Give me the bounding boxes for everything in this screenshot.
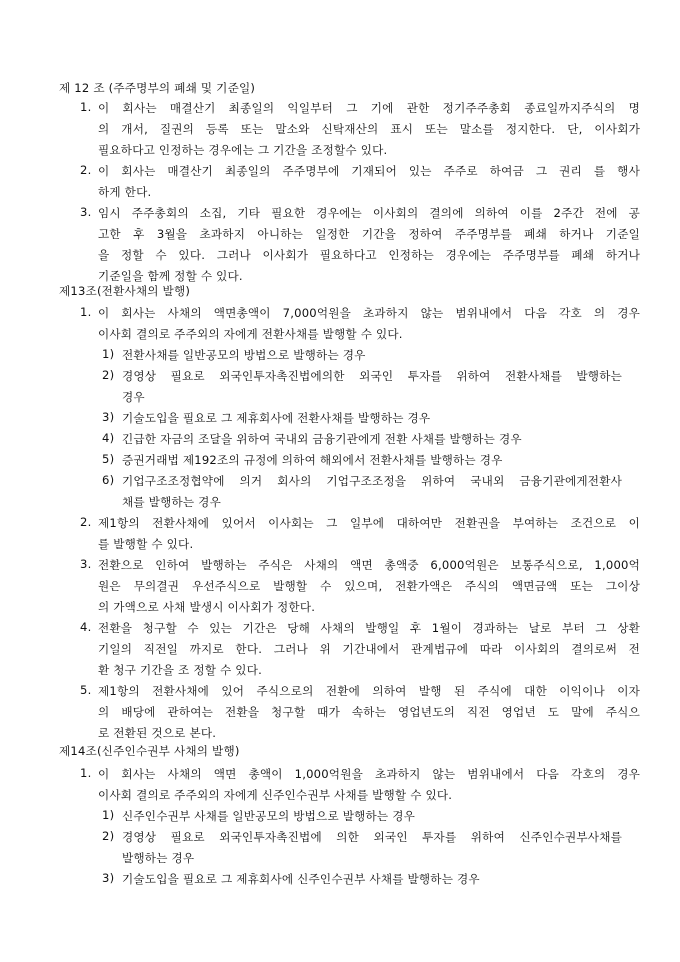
item-text-line: 기일의 직전일 까지로 한다. 그러나 위 기간내에서 관계법규에 따라 이사회의 결의로써 전 [98, 642, 640, 656]
subitem-text-line: 채를 발행하는 경우 [122, 495, 221, 509]
item-text-line: 필요하다고 인정하는 경우에는 그 기간을 조정할수 있다. [98, 143, 388, 157]
article-13-heading: 제13조(전환사채의 발행) [59, 284, 191, 298]
item-text-line: 이 회사는 매결산기 최종일의 익일부터 그 기에 관한 정기주주총회 종료일까지주식의 명 [98, 101, 640, 115]
subitem-number: 6) [102, 473, 115, 487]
item-text-line: 로 전환된 것으로 본다. [98, 726, 217, 740]
item-text-line: 이 회사는 사채의 액면 총액이 1,000억원을 초과하지 않는 범위내에서 다음 각호의 경우 [98, 767, 640, 781]
subitem-text-line: 기업구조조정협약에 의거 회사의 기업구조조정을 위하여 국내외 금융기관에게전환사 [122, 474, 622, 488]
item-text-line: 제1항의 전환사채에 있어 주식으로의 전환에 의하여 발행 된 주식에 대한 이익이나 이자 [98, 684, 640, 698]
item-text-line: 전환을 청구할 수 있는 기간은 당해 사채의 발행일 후 1월이 경과하는 날로 부터 그 상환 [98, 621, 640, 635]
item-text-line: 이사회 결의로 주주외의 자에게 신주인수권부 사채를 발행할 수 있다. [98, 788, 453, 802]
item-text-line: 의 배당에 관하여는 전환을 청구할 때가 속하는 영업년도의 직전 영업년 도 말에 주식으 [98, 705, 640, 719]
subitem-text-line: 증권거래법 제192조의 규정에 의하여 해외에서 전환사채를 발행하는 경우 [122, 453, 503, 467]
article-12-heading: 제 12 조 (주주명부의 폐쇄 및 기준일) [59, 81, 256, 95]
item-text-line: 이사회 결의로 주주외의 자에게 전환사채를 발행할 수 있다. [98, 327, 403, 341]
subitem-number: 1) [102, 347, 115, 361]
item-text-line: 을 정할 수 있다. 그러나 이사회가 필요하다고 인정하는 경우에는 주주명부를 폐쇄 하거나 [98, 248, 640, 262]
item-text-line: 이 회사는 매결산기 최종일의 주주명부에 기재되어 있는 주주로 하여금 그 권리 를 행사 [98, 164, 640, 178]
subitem-text-line: 신주인수권부 사채를 일반공모의 방법으로 발행하는 경우 [122, 809, 416, 823]
subitem-text-line: 경영상 필요로 외국인투자촉진법에의한 외국인 투자를 위하여 전환사채를 발행하는 [122, 369, 622, 383]
item-number: 1. [80, 766, 92, 780]
item-number: 1. [80, 100, 92, 114]
item-text-line: 를 발행할 수 있다. [98, 537, 194, 551]
item-text-line: 기준일을 함께 정할 수 있다. [98, 269, 243, 283]
item-text-line: 환 청구 기간을 조 정할 수 있다. [98, 663, 262, 677]
item-number: 1. [80, 305, 92, 319]
item-text-line: 의 가액으로 사채 발생시 이사회가 정한다. [98, 600, 316, 614]
item-text-line: 하게 한다. [98, 185, 152, 199]
subitem-text-line: 긴급한 자금의 조달을 위하여 국내외 금융기관에게 전환 사채를 발행하는 경우 [122, 432, 522, 446]
article-14-heading: 제14조(신주인수권부 사채의 발행) [59, 744, 240, 758]
subitem-number: 2) [102, 829, 115, 843]
subitem-number: 5) [102, 452, 115, 466]
subitem-number: 2) [102, 368, 115, 382]
subitem-text-line: 경우 [122, 390, 145, 404]
item-number: 3. [80, 557, 92, 571]
item-text-line: 제1항의 전환사채에 있어서 이사회는 그 일부에 대하여만 전환권을 부여하는 조건으로 이 [98, 516, 640, 530]
item-number: 5. [80, 683, 92, 697]
item-text-line: 원은 무의결권 우선주식으로 발행할 수 있으며, 전환가액은 주식의 액면금액 또는 그이상 [98, 579, 640, 593]
item-number: 2. [80, 163, 92, 177]
subitem-text-line: 기술도입을 필요로 그 제휴회사에 신주인수권부 사채를 발행하는 경우 [122, 872, 480, 886]
subitem-number: 3) [102, 410, 115, 424]
subitem-number: 3) [102, 871, 115, 885]
subitem-number: 4) [102, 431, 115, 445]
subitem-text-line: 기술도입을 필요로 그 제휴회사에 전환사채를 발행하는 경우 [122, 411, 431, 425]
item-text-line: 임시 주주총회의 소집, 기타 필요한 경우에는 이사회의 결의에 의하여 이를 2주간 전에 공 [98, 206, 640, 220]
item-number: 2. [80, 515, 92, 529]
item-text-line: 의 개서, 질권의 등록 또는 말소와 신탁재산의 표시 또는 말소를 정지한다. 단, 이사회가 [98, 122, 640, 136]
item-text-line: 고한 후 3월을 초과하지 아니하는 일정한 기간을 정하여 주주명부를 폐쇄 하거나 기준일 [98, 227, 640, 241]
subitem-text-line: 발행하는 경우 [122, 851, 195, 865]
subitem-number: 1) [102, 808, 115, 822]
item-number: 4. [80, 620, 92, 634]
item-text-line: 이 회사는 사채의 액면총액이 7,000억원을 초과하지 않는 범위내에서 다음 각호 의 경우 [98, 306, 640, 320]
item-text-line: 전환으로 인하여 발행하는 주식은 사채의 액면 총액중 6,000억원은 보통주식으로, 1,000억 [98, 558, 640, 572]
subitem-text-line: 경영상 필요로 외국인투자촉진법에 의한 외국인 투자를 위하여 신주인수권부사채를 [122, 830, 622, 844]
subitem-text-line: 전환사채를 일반공모의 방법으로 발행하는 경우 [122, 348, 366, 362]
item-number: 3. [80, 205, 92, 219]
